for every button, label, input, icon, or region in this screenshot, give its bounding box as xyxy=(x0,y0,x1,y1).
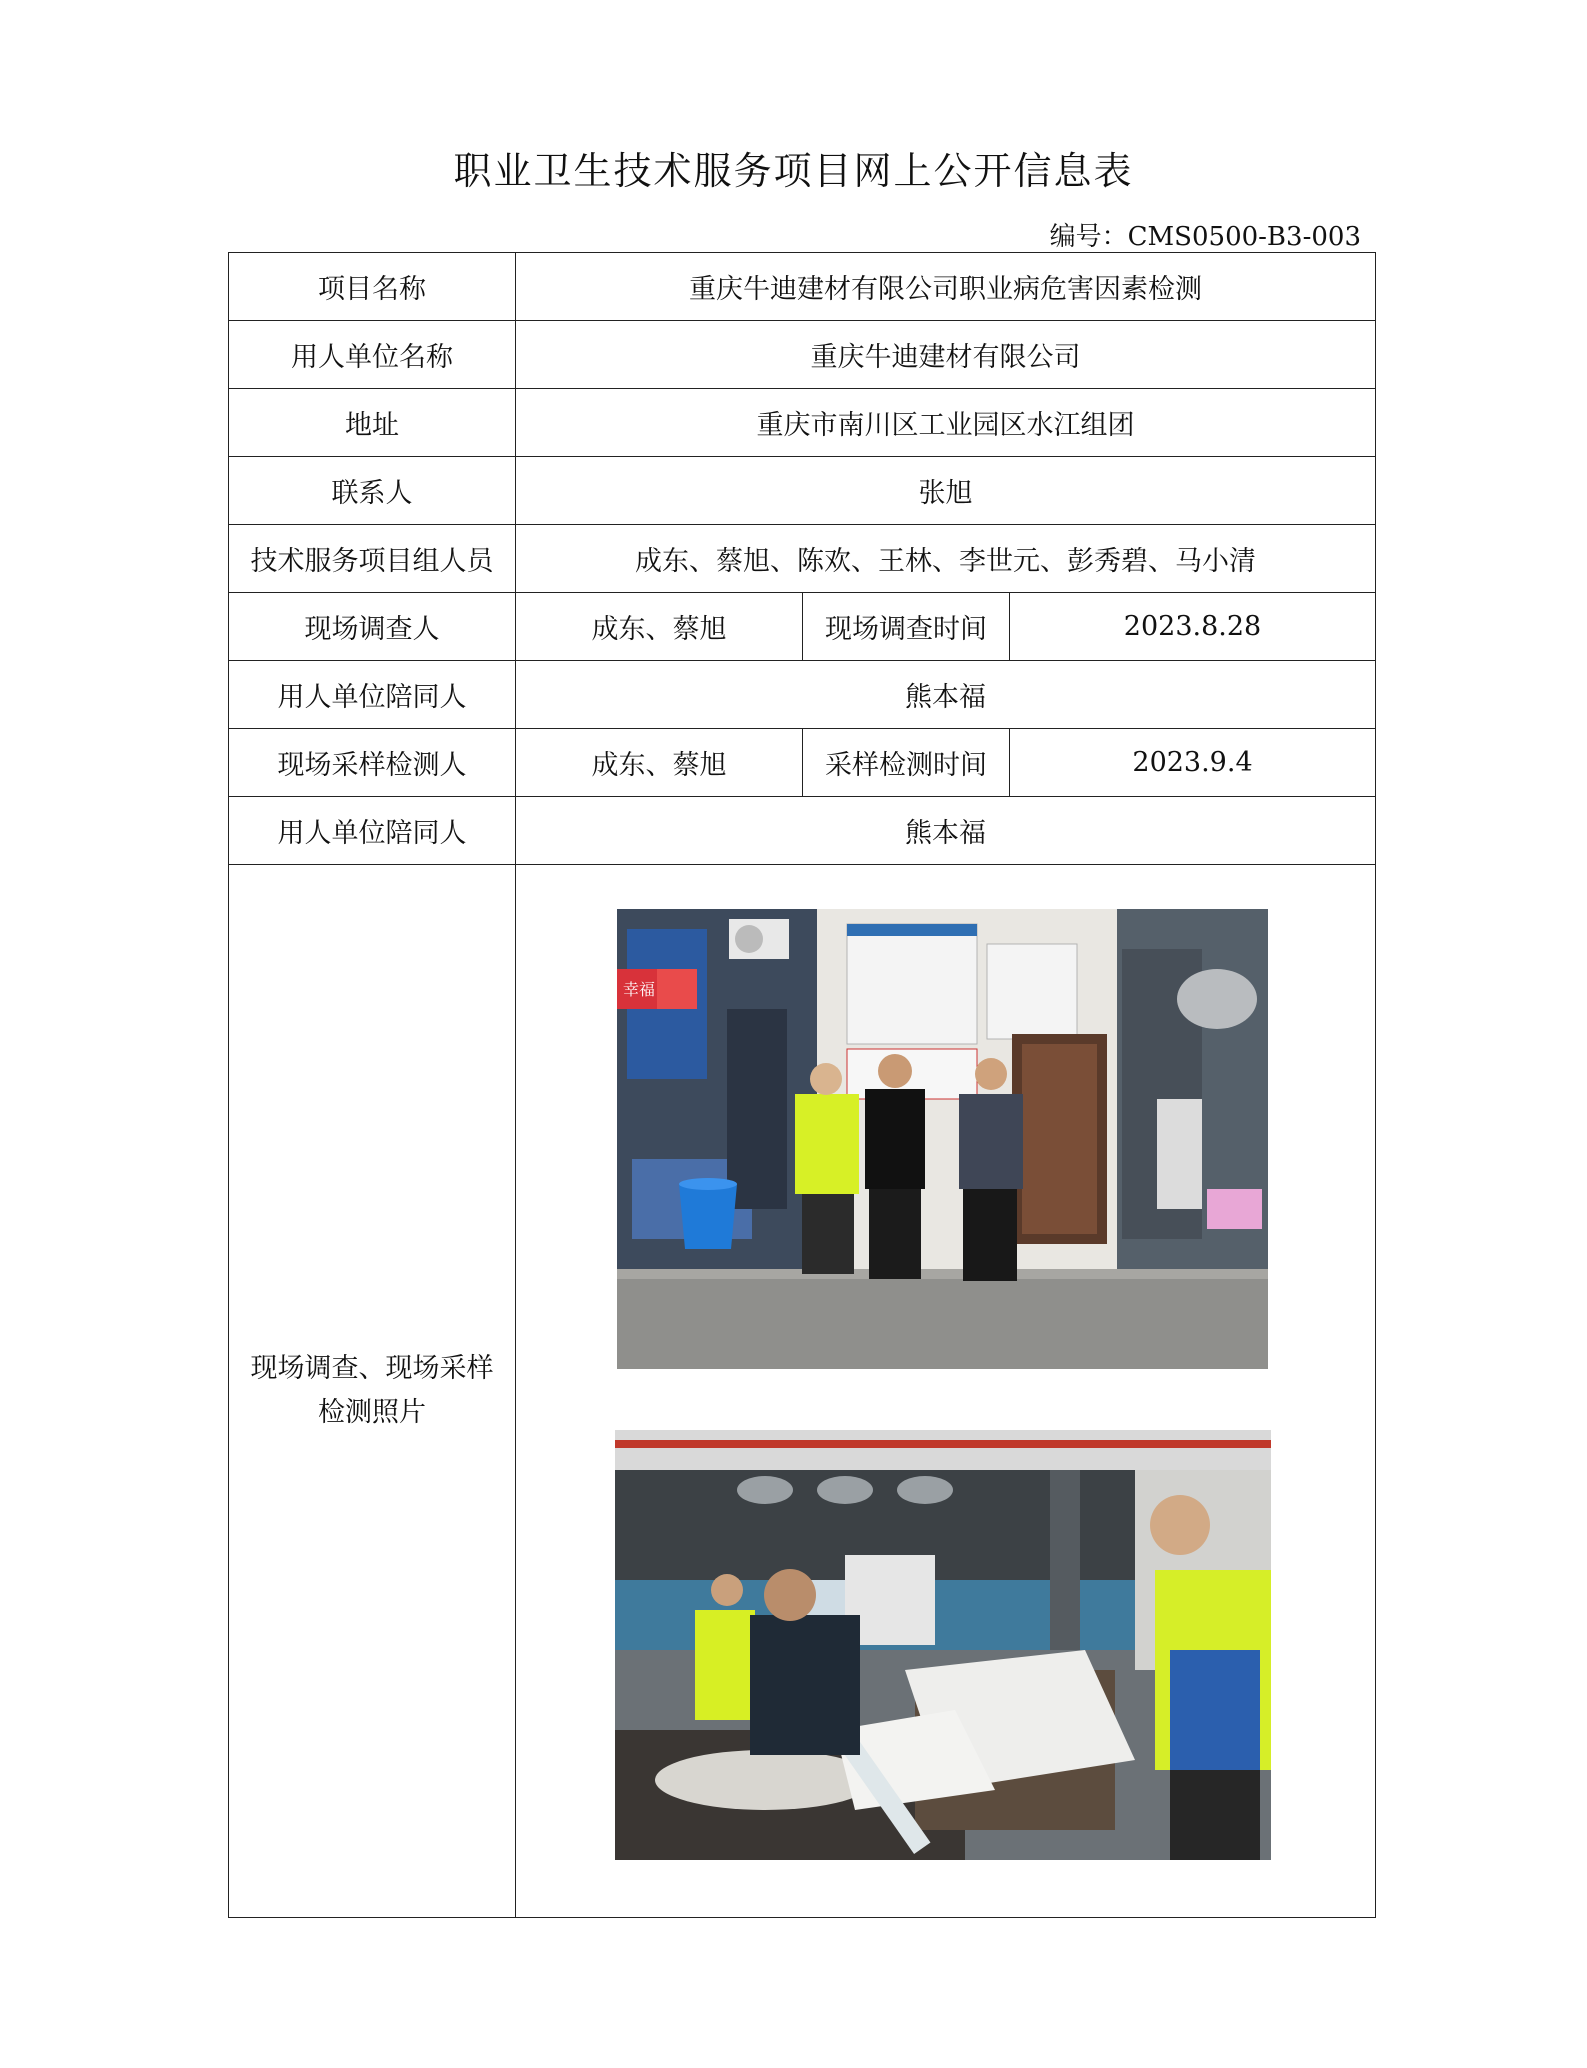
value-sampling-time: 2023.9.4 xyxy=(1010,729,1376,797)
info-table xyxy=(228,252,1376,1918)
table-row xyxy=(229,729,1376,797)
label-team: 技术服务项目组人员 xyxy=(229,525,516,593)
label-photos-line2: 检测照片 xyxy=(318,1397,426,1428)
value-team: 成东、蔡旭、陈欢、王林、李世元、彭秀碧、马小清 xyxy=(516,525,1376,593)
label-sampling-escort: 用人单位陪同人 xyxy=(229,797,516,865)
table-row-photos xyxy=(229,865,1376,1918)
value-sampling-escort: 熊本福 xyxy=(516,797,1376,865)
label-sampling-time: 采样检测时间 xyxy=(803,729,1010,797)
value-employer-name: 重庆牛迪建材有限公司 xyxy=(516,321,1376,389)
label-employer-name: 用人单位名称 xyxy=(229,321,516,389)
site-survey-photo-image xyxy=(617,909,1268,1369)
value-address: 重庆市南川区工业园区水江组团 xyxy=(516,389,1376,457)
table-row xyxy=(229,457,1376,525)
value-project-name: 重庆牛迪建材有限公司职业病危害因素检测 xyxy=(516,253,1376,321)
label-survey-escort: 用人单位陪同人 xyxy=(229,661,516,729)
label-project-name: 项目名称 xyxy=(229,253,516,321)
label-survey-time: 现场调查时间 xyxy=(803,593,1010,661)
table-row xyxy=(229,253,1376,321)
table-row xyxy=(229,593,1376,661)
value-sampling-person: 成东、蔡旭 xyxy=(516,729,803,797)
photo-sign-red: 幸福 xyxy=(623,980,656,999)
label-photos xyxy=(229,865,516,1918)
page-title: 职业卫生技术服务项目网上公开信息表 xyxy=(453,149,1134,193)
photos-cell xyxy=(516,865,1376,1918)
label-sampling-person: 现场采样检测人 xyxy=(229,729,516,797)
label-contact: 联系人 xyxy=(229,457,516,525)
table-row xyxy=(229,661,1376,729)
sampling-photo xyxy=(615,1430,1271,1860)
value-survey-person: 成东、蔡旭 xyxy=(516,593,803,661)
label-address: 地址 xyxy=(229,389,516,457)
document-number: 编号：CMS0500-B3-003 xyxy=(1049,222,1361,252)
label-photos-line1: 现场调查、现场采样 xyxy=(250,1353,494,1384)
label-survey-person: 现场调查人 xyxy=(229,593,516,661)
site-survey-photo xyxy=(617,909,1268,1369)
value-survey-escort: 熊本福 xyxy=(516,661,1376,729)
sampling-photo-image xyxy=(615,1430,1271,1860)
table-row xyxy=(229,321,1376,389)
table-row xyxy=(229,389,1376,457)
table-row xyxy=(229,525,1376,593)
table-row xyxy=(229,797,1376,865)
value-contact: 张旭 xyxy=(516,457,1376,525)
value-survey-time: 2023.8.28 xyxy=(1010,593,1376,661)
